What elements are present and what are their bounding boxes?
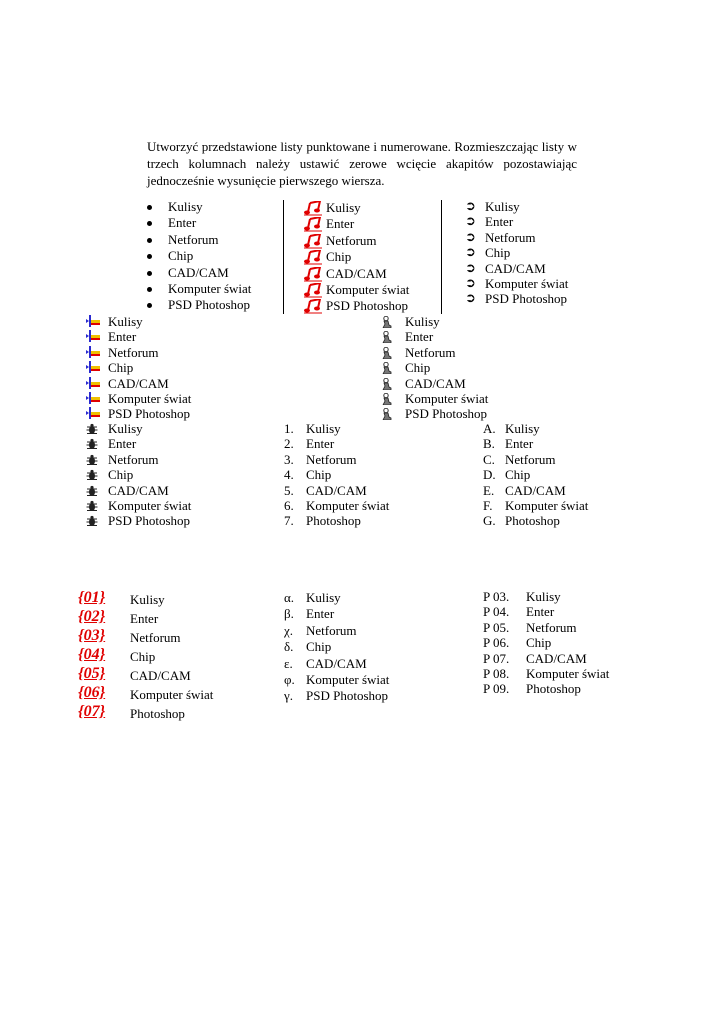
list-item: A. Kulisy <box>483 421 540 436</box>
music-note-list <box>304 200 409 315</box>
list-item: D. Chip <box>483 467 531 483</box>
figure-icon <box>382 331 393 343</box>
list-item: 2. Enter <box>284 436 335 452</box>
list-item: Komputer świat <box>147 281 251 297</box>
music-note-icon <box>304 201 322 216</box>
list-marker: δ. <box>284 639 294 655</box>
list-item: {05} CAD/CAM <box>78 665 191 683</box>
list-marker: P 08. <box>483 665 510 681</box>
music-note-icon <box>304 234 322 249</box>
music-note-icon <box>304 267 322 282</box>
list-marker: γ. <box>284 688 293 704</box>
list-item: ➲ Komputer świat <box>465 275 569 291</box>
numbered-list <box>284 421 389 529</box>
list-item: Netforum <box>86 345 191 360</box>
music-note-icon <box>304 299 322 314</box>
pencil-flag-list <box>86 314 191 422</box>
list-item: ➲ Chip <box>465 245 511 261</box>
list-item: ➲ Enter <box>465 214 514 230</box>
curved-arrow-icon: ➲ <box>465 199 476 214</box>
p-numbered-list <box>483 589 609 697</box>
list-item: Kulisy <box>382 314 488 329</box>
list-item: Chip <box>304 249 409 265</box>
list-item: P 09. Photoshop <box>483 681 581 697</box>
list-marker: φ. <box>284 671 295 687</box>
list-item: Chip <box>86 467 191 482</box>
arrow-list <box>465 199 568 307</box>
list-marker: F. <box>483 497 493 513</box>
bullet-list <box>147 199 251 314</box>
list-item: Chip <box>382 360 488 375</box>
greek-list <box>284 590 389 705</box>
list-item: ➲ PSD Photoshop <box>465 291 567 307</box>
list-item: γ. PSD Photoshop <box>284 688 388 704</box>
list-item: F. Komputer świat <box>483 497 589 513</box>
list-item: 3. Netforum <box>284 451 357 467</box>
list-marker: 3. <box>284 451 294 467</box>
list-marker: α. <box>284 590 295 605</box>
list-item: CAD/CAM <box>382 376 488 391</box>
list-marker: {05} <box>78 665 106 682</box>
intro-paragraph: Utworzyć przedstawione listy punktowane i numerowane. Rozmieszczając listy w trzech kolumnach należy ustawić zerowe wcięcie akapitów pozostawiając jednocześnie wysunięcie pierwszego wiersza. <box>147 139 577 188</box>
figure-icon <box>382 362 393 374</box>
list-item: Kulisy <box>304 200 409 216</box>
list-marker: G. <box>483 513 496 529</box>
list-item: Komputer świat <box>86 391 191 406</box>
bullet-dot-icon <box>147 205 152 210</box>
music-note-icon <box>304 217 322 232</box>
list-item: CAD/CAM <box>86 376 191 391</box>
list-marker: ε. <box>284 655 293 671</box>
bug-icon <box>86 485 98 497</box>
list-item: ➲ Kulisy <box>465 199 520 214</box>
list-marker: B. <box>483 436 495 452</box>
list-marker: 4. <box>284 467 294 483</box>
bullet-dot-icon <box>147 221 152 226</box>
list-item: PSD Photoshop <box>147 297 251 313</box>
list-item: {04} Chip <box>78 646 156 664</box>
list-item: ε. CAD/CAM <box>284 655 367 671</box>
bullet-dot-icon <box>147 303 152 308</box>
list-marker: {01} <box>78 589 106 606</box>
curved-arrow-icon: ➲ <box>465 245 476 261</box>
list-item: β. Enter <box>284 606 335 622</box>
column-divider <box>441 200 442 314</box>
red-numbered-list <box>78 590 213 723</box>
pencil-flag-icon <box>86 392 100 405</box>
bug-icon <box>86 469 98 481</box>
list-item: PSD Photoshop <box>382 406 488 421</box>
list-item: φ. Komputer świat <box>284 671 390 687</box>
list-item: Enter <box>147 215 251 231</box>
pencil-flag-icon <box>86 361 100 374</box>
list-marker: C. <box>483 451 495 467</box>
figure-icon <box>382 393 393 405</box>
list-item: {01} Kulisy <box>78 589 165 607</box>
pencil-flag-icon <box>86 377 100 390</box>
bullet-dot-icon <box>147 238 152 243</box>
list-item: B. Enter <box>483 436 534 452</box>
bullet-dot-icon <box>147 287 152 292</box>
list-item: CAD/CAM <box>86 483 191 498</box>
list-item: ➲ CAD/CAM <box>465 260 546 276</box>
list-marker: {06} <box>78 684 106 701</box>
list-marker: 5. <box>284 482 294 498</box>
list-item: {02} Enter <box>78 608 159 626</box>
list-marker: A. <box>483 421 496 436</box>
list-item: PSD Photoshop <box>304 298 409 314</box>
figure-icon <box>382 316 393 328</box>
list-item: Netforum <box>86 452 191 467</box>
bullet-dot-icon <box>147 254 152 259</box>
list-item: Chip <box>86 360 191 375</box>
list-item: {07} Photoshop <box>78 703 185 721</box>
list-item: 1. Kulisy <box>284 421 341 436</box>
pencil-flag-icon <box>86 315 100 328</box>
list-item: PSD Photoshop <box>86 406 191 421</box>
list-item: δ. Chip <box>284 639 332 655</box>
list-item: Kulisy <box>86 421 191 436</box>
pencil-flag-icon <box>86 407 100 420</box>
list-marker: χ. <box>284 622 294 638</box>
list-marker: {04} <box>78 646 106 663</box>
list-item: Komputer świat <box>382 391 488 406</box>
list-item: C. Netforum <box>483 451 556 467</box>
music-note-icon <box>304 283 322 298</box>
list-item: χ. Netforum <box>284 622 357 638</box>
list-item: CAD/CAM <box>147 265 251 281</box>
list-item: Kulisy <box>147 199 251 215</box>
list-marker: {07} <box>78 703 106 720</box>
list-item: Enter <box>86 436 191 451</box>
list-item: G. Photoshop <box>483 513 560 529</box>
alpha-list <box>483 421 588 529</box>
list-marker: 1. <box>284 421 294 436</box>
curved-arrow-icon: ➲ <box>465 260 476 276</box>
list-marker: P 03. <box>483 589 510 604</box>
figure-list <box>382 314 488 422</box>
list-item: P 05. Netforum <box>483 619 577 635</box>
bug-icon <box>86 454 98 466</box>
list-item: α. Kulisy <box>284 590 341 605</box>
list-marker: P 05. <box>483 619 510 635</box>
figure-icon <box>382 347 393 359</box>
list-item: Komputer świat <box>86 498 191 513</box>
list-item: P 04. Enter <box>483 604 555 620</box>
list-item: E. CAD/CAM <box>483 482 566 498</box>
list-item: P 03. Kulisy <box>483 589 561 604</box>
list-item: Enter <box>86 329 191 344</box>
figure-icon <box>382 408 393 420</box>
list-item: P 06. Chip <box>483 635 552 651</box>
list-item: Komputer świat <box>304 282 409 298</box>
column-divider <box>283 200 284 314</box>
list-marker: P 07. <box>483 650 510 666</box>
list-item: {03} Netforum <box>78 627 181 645</box>
list-item: Enter <box>382 329 488 344</box>
music-note-icon <box>304 250 322 265</box>
list-item: Netforum <box>147 232 251 248</box>
bug-icon <box>86 423 98 435</box>
list-marker: β. <box>284 606 294 622</box>
bullet-dot-icon <box>147 271 152 276</box>
pencil-flag-icon <box>86 330 100 343</box>
list-item: 4. Chip <box>284 467 332 483</box>
list-marker: {02} <box>78 608 106 625</box>
curved-arrow-icon: ➲ <box>465 275 476 291</box>
list-marker: P 04. <box>483 604 510 620</box>
pencil-flag-icon <box>86 346 100 359</box>
list-item: Netforum <box>304 233 409 249</box>
list-marker: D. <box>483 467 496 483</box>
bug-icon <box>86 438 98 450</box>
list-item: P 07. CAD/CAM <box>483 650 587 666</box>
list-marker: 2. <box>284 436 294 452</box>
list-marker: 6. <box>284 497 294 513</box>
curved-arrow-icon: ➲ <box>465 291 476 307</box>
list-item: Kulisy <box>86 314 191 329</box>
list-marker: 7. <box>284 513 294 529</box>
list-item: 7. Photoshop <box>284 513 361 529</box>
curved-arrow-icon: ➲ <box>465 229 476 245</box>
list-item: 5. CAD/CAM <box>284 482 367 498</box>
list-item: P 08. Komputer świat <box>483 665 610 681</box>
list-item: Netforum <box>382 345 488 360</box>
curved-arrow-icon: ➲ <box>465 214 476 230</box>
bug-icon <box>86 500 98 512</box>
list-marker: {03} <box>78 627 106 644</box>
list-marker: P 09. <box>483 681 510 697</box>
list-item: Chip <box>147 248 251 264</box>
list-marker: E. <box>483 482 495 498</box>
list-item: ➲ Netforum <box>465 229 536 245</box>
bug-icon <box>86 515 98 527</box>
list-marker: P 06. <box>483 635 510 651</box>
figure-icon <box>382 378 393 390</box>
list-item: CAD/CAM <box>304 266 409 282</box>
list-item: 6. Komputer świat <box>284 497 390 513</box>
list-item: PSD Photoshop <box>86 513 191 528</box>
list-item: Enter <box>304 216 409 232</box>
bug-list <box>86 421 191 529</box>
list-item: {06} Komputer świat <box>78 684 214 702</box>
